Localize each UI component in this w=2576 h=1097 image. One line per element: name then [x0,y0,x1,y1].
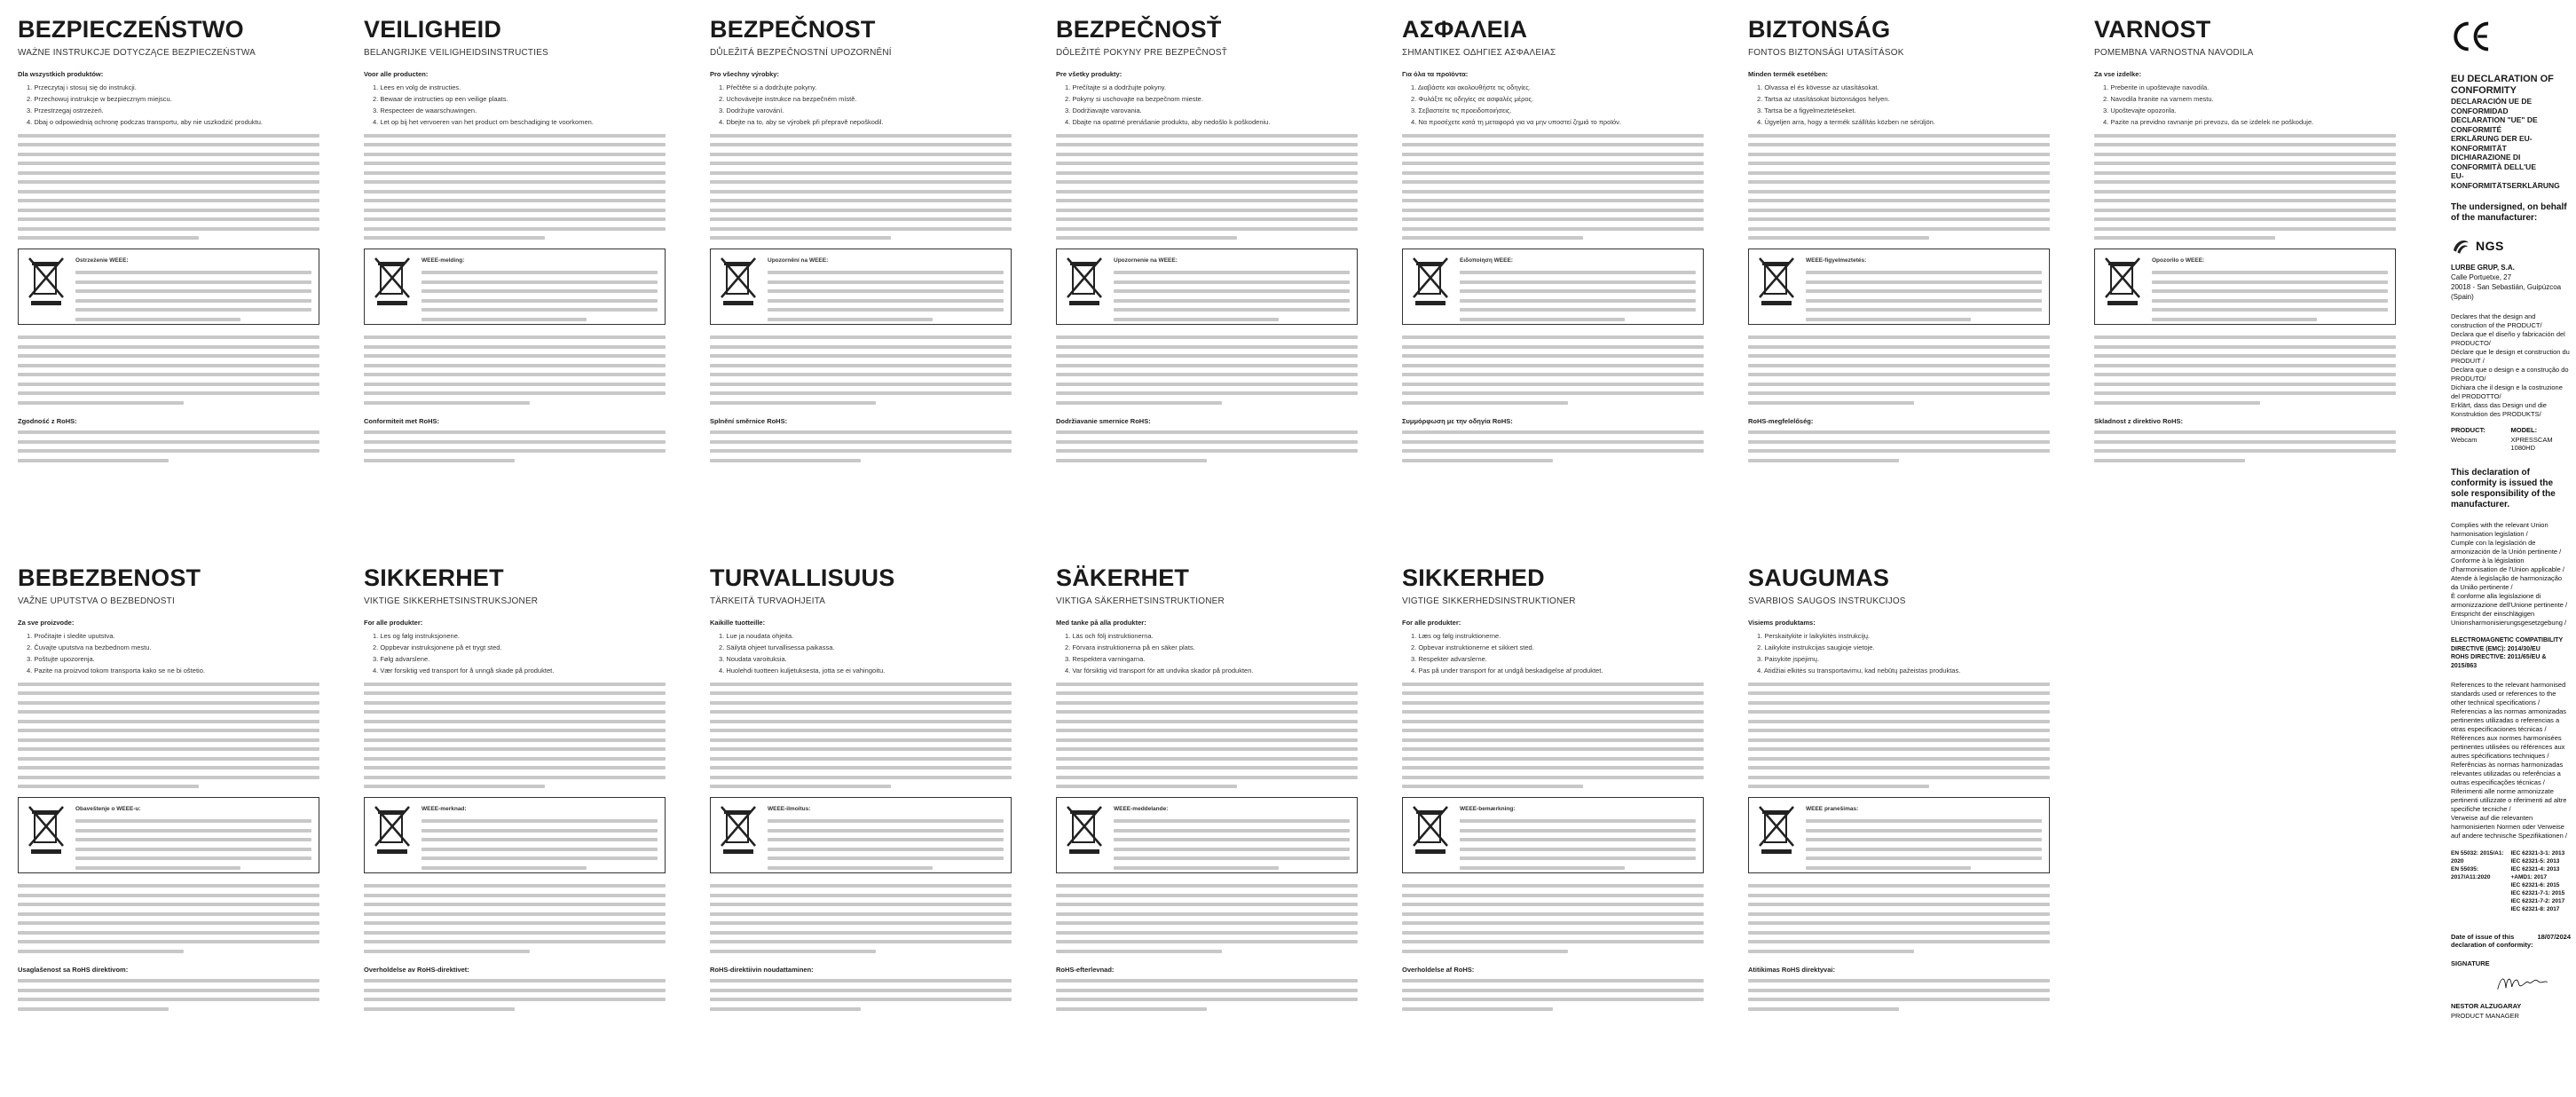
rohs-heading: Overholdelse af RoHS: [1402,965,1475,974]
section-subtitle: VIGTIGE SIKKERHEDSINSTRUKTIONER [1402,596,1576,606]
body-text-block [1402,335,1704,405]
list-item: 4. Να προσέχετε κατά τη μεταφορά για να μην υποστεί ζημιά το προϊόν. [1411,118,1621,126]
crossed-bin-icon [1756,805,1797,855]
weee-heading: Upozornenie na WEEE: [1114,257,1178,264]
body-text-block [1402,884,1704,953]
section-title: SIKKERHET [364,564,504,591]
manufacturer-address [2451,263,2571,302]
col-sr [18,564,319,1011]
weee-heading: WEEE-figyelmeztetés: [1806,257,1867,264]
instruction-list [710,630,1012,676]
crossed-bin-icon [1064,256,1105,306]
signature-label: SIGNATURE [2451,959,2490,967]
issue-date: 18/07/2024 [2537,933,2571,941]
list-item: 2. Przechowuj instrukcje w bezpiecznym miejscu. [27,95,172,103]
weee-heading: WEEE-ilmoitus: [768,806,811,812]
list-item: 3. Tartsa be a figyelmeztetéseket. [1757,107,1856,114]
list-item: 2. Pokyny si uschovajte na bezpečnom mieste. [1065,95,1203,103]
list-item: 2. Opbevar instruktionerne et sikkert sted. [1411,643,1534,651]
signer-name: NESTOR ALZUGARAY [2451,1002,2522,1010]
section-title: VEILIGHEID [364,16,502,43]
weee-heading: Ostrzeżenie WEEE: [75,257,129,264]
section-title: BEZPEČNOSŤ [1056,16,1222,43]
body-text-block [1748,979,2050,1011]
col-hu [1748,16,2050,462]
list-item: 1. Přečtěte si a dodržujte pokyny. [719,83,817,91]
section-title: SÄKERHET [1056,564,1190,591]
rohs-heading: Conformiteit met RoHS: [364,416,439,425]
section-lead: For alle produkter: [1402,619,1461,627]
list-item: 2. Uchovávejte instrukce na bezpečném místě. [719,95,857,103]
list-item: 4. Var försiktig vid transport för att undvika skador på produkten. [1065,667,1254,675]
standard-item: IEC 62321-3-1: 2013 [2510,850,2565,856]
col-lt [1748,564,2050,1011]
section-subtitle: ΣΗΜΑΝΤΙΚΕΣ ΟΔΗΓΙΕΣ ΑΣΦΑΛΕΙΑΣ [1402,48,1556,58]
col-pl [18,16,319,462]
weee-notice-box [1056,797,1358,873]
body-text-block [364,979,666,1011]
weee-notice-box [1402,797,1704,873]
section-subtitle: WAŻNE INSTRUKCJE DOTYCZĄCE BEZPIECZEŃSTWA [18,48,256,58]
body-text-block [1056,134,1358,241]
list-item: 1. Les og følg instruksjonene. [373,632,460,640]
section-subtitle: TÄRKEITÄ TURVAOHJEITA [710,596,826,606]
body-text-block [1402,683,1704,789]
list-item: 4. Dbajte na opatrné prenášanie produktu, aby nedošlo k poškodeniu. [1065,118,1271,126]
instruction-list [18,82,319,128]
list-item: 3. Noudata varoituksia. [719,655,787,663]
rohs-heading: Zgodność z RoHS: [18,416,77,425]
weee-notice-box [1748,249,2050,325]
list-item: 3. Respecteer de waarschuwingen. [373,107,477,114]
section-subtitle: VIKTIGA SÄKERHETSINSTRUKTIONER [1056,596,1225,606]
body-text-block [1748,884,2050,953]
section-lead: Dla wszystkich produktów: [18,70,104,78]
weee-heading: Opozorilo o WEEE: [2152,257,2205,264]
list-item: 3. Respekter advarslerne. [1411,655,1487,663]
body-text-block [1748,134,2050,241]
declaration-title-translations: DECLARACIÓN UE DE CONFORMIDAD DECLARATION "UE" DE CONFORMITÉ ERKLÄRUNG DER EU-KONFORMITÄT DICHIARAZIONE DI CONFORMITÀ DELL'UE EU-KONFORMITÄTSERKLÄRUNG [2451,97,2560,190]
body-text-block [364,430,666,462]
list-item: 2. Oppbevar instruksjonene på et trygt sted. [373,643,502,651]
crossed-bin-icon [1410,256,1451,306]
list-item: 4. Huolehdi tuotteen kuljetuksesta, jotta se ei vahingoitu. [719,667,886,675]
list-item: 1. Perskaitykite ir laikykitės instrukcijų. [1757,632,1871,640]
list-item: 3. Poštujte upozorenja. [27,655,95,663]
body-text-block [18,683,319,789]
instruction-list [710,82,1012,128]
list-item: 4. Ügyeljen arra, hogy a termék szállítás közben ne sérüljön. [1757,118,1935,126]
section-title: BEZPIECZEŃSTWO [18,16,244,43]
weee-notice-text [1460,256,1696,317]
weee-notice-text [421,805,658,865]
standard-item: EN 55035: 2017/A11:2020 [2451,866,2491,880]
col-no [364,564,666,1011]
crossed-bin-icon [718,805,759,855]
body-text-block [1056,683,1358,789]
body-text-block [710,335,1012,405]
standard-item: IEC 62321-5: 2013 [2510,858,2560,864]
section-subtitle: DÔLEŽITÉ POKYNY PRE BEZPEČNOSŤ [1056,48,1228,58]
list-item: 2. Φυλάξτε τις οδηγίες σε ασφαλές μέρος. [1411,95,1534,103]
undersigned-statement: The undersigned, on behalf of the manufacturer: [2451,202,2567,223]
eu-declaration-panel [2451,20,2571,1020]
section-lead: Za sve proizvode: [18,619,75,627]
product-info [2451,426,2571,452]
section-title: VARNOST [2094,16,2211,43]
body-text-block [710,134,1012,241]
product-value: Webcam [2451,436,2478,444]
directive-emc: ELECTROMAGNETIC COMPATIBILITY DIRECTIVE (EMC): 2014/30/EU [2451,637,2563,652]
weee-heading: WEEE-melding: [421,257,465,264]
complies-statement: Complies with the relevant Union harmonisation legislation / Cumple con la legislación de armonización de la Unión pertinente / Conforme à la législation d'harmonisation de l'Union applicable / Atende à legislação de harmonização da União pertinente / È conforme alla legislazione di armonizzazione dell'Unione pertinente / Entspricht der einschlägigen Unionsharmonisierungsgesetzgebung / [2451,521,2568,627]
list-item: 2. Bewaar de instructies op een veilige plaats. [373,95,508,103]
weee-notice-box [18,797,319,873]
body-text-block [1056,430,1358,462]
weee-notice-box [1402,249,1704,325]
list-item: 4. Atidžiai elkitės su transportavimu, kad nebūtų pažeistas produktas. [1757,667,1961,675]
weee-notice-box [710,797,1012,873]
list-item: 2. Čuvajte uputstva na bezbednom mestu. [27,643,152,651]
section-lead: Med tanke på alla produkter: [1056,619,1146,627]
list-item: 3. Følg advarslene. [373,655,430,663]
section-lead: Pre všetky produkty: [1056,70,1123,78]
rohs-heading: Usaglašenost sa RoHS direktivom: [18,965,129,974]
body-text-block [1748,335,2050,405]
instruction-list [1402,630,1704,676]
weee-notice-box [18,249,319,325]
weee-notice-box [2094,249,2396,325]
section-title: ΑΣΦΑΛΕΙΑ [1402,16,1528,43]
section-subtitle: BELANGRIJKE VEILIGHEIDSINSTRUCTIES [364,48,548,58]
ngs-swirl-icon [2451,236,2470,256]
instruction-list [1056,630,1358,676]
body-text-block [1402,430,1704,462]
standard-item: IEC 62321-8: 2017 [2510,906,2560,912]
rohs-heading: Skladnost z direktivo RoHS: [2094,416,2184,425]
section-title: SIKKERHED [1402,564,1545,591]
section-subtitle: VAŽNE UPUTSTVA O BEZBEDNOSTI [18,596,175,606]
list-item: 1. Läs och följ instruktionerna. [1065,632,1154,640]
list-item: 2. Säilytä ohjeet turvallisessa paikassa. [719,643,835,651]
list-item: 3. Respektera varningarna. [1065,655,1146,663]
instruction-list [2094,82,2396,128]
section-title: TURVALLISUUS [710,564,895,591]
standard-item: IEC 62321-4: 2013 +AMD1: 2017 [2510,866,2560,880]
weee-notice-text [1460,805,1696,865]
body-text-block [1056,979,1358,1011]
list-item: 4. Dbaj o odpowiednią ochronę podczas transportu, aby nie uszkodzić produktu. [27,118,263,126]
body-text-block [364,683,666,789]
section-lead: Minden termék esetében: [1748,70,1829,78]
weee-notice-text [75,256,311,317]
body-text-block [18,430,319,462]
rohs-heading: RoHS-efterlevnad: [1056,965,1115,974]
references-statement: References to the relevant harmonised standards used or references to the other technical specifications / Referencias a las normas armonizadas pertinentes utilizadas o referencias a otras especificaciones técnicas / Références aux normes harmonisées pertinentes utilisées ou références aux autres spécifications techniques / Referências às normas harmonizadas relevantes utilizadas ou referências a outras especificações técnicas / Riferimenti alle norme armonizzate pertinenti utilizzate o riferimenti ad altre specifiche tecniche / Verweise auf die relevanten harmonisierten Normen oder Verweise auf andere technische Spezifikationen / [2451,681,2567,840]
instruction-list [1748,82,2050,128]
instruction-list [18,630,319,676]
crossed-bin-icon [2102,256,2143,306]
body-text-block [2094,335,2396,405]
instruction-list [364,630,666,676]
list-item: 3. Σεβαστείτε τις προειδοποιήσεις. [1411,107,1512,114]
crossed-bin-icon [1756,256,1797,306]
weee-heading: WEEE-meddelande: [1114,806,1169,812]
section-lead: Voor alle producten: [364,70,429,78]
rohs-heading: Splnění směrnice RoHS: [710,416,788,425]
body-text-block [18,884,319,953]
list-item: 2. Navodila hranite na varnem mestu. [2103,95,2214,103]
weee-notice-text [421,256,658,317]
list-item: 1. Przeczytaj i stosuj się do instrukcji. [27,83,137,91]
section-title: BEZPEČNOST [710,16,876,43]
list-item: 1. Læs og følg instruktionerne. [1411,632,1501,640]
list-item: 4. Let op bij het vervoeren van het product om beschadiging te voorkomen. [373,118,594,126]
standard-item: IEC 62321-6: 2015 [2510,882,2560,888]
standards-left [2451,849,2511,913]
col-el [1402,16,1704,462]
directives [2451,636,2571,670]
crossed-bin-icon [26,805,67,855]
weee-notice-box [364,249,666,325]
body-text-block [710,979,1012,1011]
weee-notice-text [75,805,311,865]
weee-heading: WEEE-merknad: [421,806,467,812]
weee-notice-text [2152,256,2388,317]
list-item: 3. Przestrzegaj ostrzeżeń. [27,107,104,114]
model-label: MODEL: [2510,426,2538,434]
list-item: 1. Διαβάστε και ακολουθήστε τις οδηγίες. [1411,83,1531,91]
brand-name: NGS [2476,239,2504,253]
body-text-block [2094,134,2396,241]
body-text-block [18,979,319,1011]
company-name: LURBE GRUP, S.A. [2451,264,2515,272]
product-label: PRODUCT: [2451,426,2485,434]
list-item: 2. Laikykite instrukcijas saugioje vietoje. [1757,643,1875,651]
section-title: SAUGUMAS [1748,564,1890,591]
company-street: Calle Portuetxe, 27 [2451,273,2512,281]
list-item: 1. Lue ja noudata ohjeita. [719,632,794,640]
instruction-list [1402,82,1704,128]
standard-item: IEC 62321-7-2: 2017 [2510,898,2565,904]
crossed-bin-icon [1410,805,1451,855]
body-text-block [364,134,666,241]
body-text-block [710,884,1012,953]
section-title: BIZTONSÁG [1748,16,1891,43]
list-item: 1. Prečítajte si a dodržujte pokyny. [1065,83,1167,91]
list-item: 1. Preberite in upoštevajte navodila. [2103,83,2210,91]
instruction-list [1056,82,1358,128]
list-item: 3. Paisykite įspėjimų. [1757,655,1820,663]
body-text-block [710,683,1012,789]
weee-notice-box [710,249,1012,325]
col-da [1402,564,1704,1011]
section-subtitle: POMEMBNA VARNOSTNA NAVODILA [2094,48,2254,58]
crossed-bin-icon [372,805,413,855]
rohs-heading: RoHS-direktiivin noudattaminen: [710,965,814,974]
declares-statement: Declares that the design and construction of the PRODUCT/ Declara que el diseño y fabricación del PRODUCTO/ Déclare que le design et construction du PRODUIT / Declara que o design e a construção do PRODUTO/ Dichiara che il design e la costruzione del PRODOTTO/ Erklärt, dass das Design und die Konstruktion des PRODUKTS/ [2451,312,2570,418]
brand-logo [2451,236,2571,256]
section-title: BEBEZBENOST [18,564,201,591]
col-fi [710,564,1012,1011]
rohs-heading: RoHS-megfelelőség: [1748,416,1814,425]
weee-notice-box [1748,797,2050,873]
list-item: 3. Dodržiavajte varovania. [1065,107,1142,114]
list-item: 3. Upoštevajte opozorila. [2103,107,2177,114]
body-text-block [2094,430,2396,462]
weee-notice-text [768,256,1004,317]
body-text-block [1748,430,2050,462]
col-sk [1056,16,1358,462]
standard-item: IEC 62321-7-1: 2015 [2510,890,2565,896]
col-sv [1056,564,1358,1011]
list-item: 4. Pazite na proizvod tokom transporta kako se ne bi oštetio. [27,667,205,675]
col-cs [710,16,1012,462]
weee-heading: Obaveštenje o WEEE-u: [75,806,141,812]
issue-label: Date of issue of this declaration of conformity: [2451,933,2533,949]
rohs-heading: Atitikimas RoHS direktyvai: [1748,965,1835,974]
body-text-block [364,335,666,405]
section-subtitle: DŮLEŽITÁ BEZPEČNOSTNÍ UPOZORNĚNÍ [710,48,892,58]
list-item: 2. Tartsa az utasításokat biztonságos helyen. [1757,95,1890,103]
weee-notice-box [364,797,666,873]
company-city: 20018 - San Sebastián, Guipúzcoa (Spain) [2451,283,2562,301]
rohs-heading: Overholdelse av RoHS-direktivet: [364,965,469,974]
body-text-block [710,430,1012,462]
weee-notice-text [1806,805,2042,865]
list-item: 2. Förvara instruktionerna på en säker plats. [1065,643,1195,651]
body-text-block [18,335,319,405]
weee-notice-text [1806,256,2042,317]
list-item: 4. Dbejte na to, aby se výrobek při přepravě nepoškodil. [719,118,884,126]
body-text-block [1748,683,2050,789]
section-lead: Za vse izdelke: [2094,70,2141,78]
rohs-heading: Συμμόρφωση με την οδηγία RoHS: [1402,416,1513,425]
body-text-block [1056,335,1358,405]
list-item: 1. Lees en volg de instructies. [373,83,461,91]
issue-date-row [2451,933,2571,949]
list-item: 4. Vær forsiktig ved transport for å unngå skade på produktet. [373,667,555,675]
col-sl [2094,16,2396,462]
body-text-block [18,134,319,241]
col-nl [364,16,666,462]
list-item: 1. Olvassa el és kövesse az utasításokat. [1757,83,1879,91]
weee-notice-box [1056,249,1358,325]
weee-heading: WEEE-bemærkning: [1460,806,1516,812]
standards-list [2451,849,2571,913]
section-subtitle: FONTOS BIZTONSÁGI UTASÍTÁSOK [1748,48,1904,58]
standard-item: EN 55032: 2015/A1: 2020 [2451,850,2504,864]
model-value: XPRESSCAM 1080HD [2510,436,2553,452]
body-text-block [364,884,666,953]
standards-right [2511,849,2572,913]
list-item: 4. Pas på under transport for at undgå beskadigelse af produktet. [1411,667,1603,675]
handwritten-signature [2495,971,2548,996]
section-lead: Kaikille tuotteille: [710,619,766,627]
section-lead: Visiems produktams: [1748,619,1816,627]
weee-heading: Ειδοποίηση WEEE: [1460,257,1513,264]
crossed-bin-icon [1064,805,1105,855]
crossed-bin-icon [718,256,759,306]
crossed-bin-icon [372,256,413,306]
body-text-block [1402,979,1704,1011]
weee-heading: Upozornění na WEEE: [768,257,829,264]
list-item: 1. Pročitajte i sledite uputstva. [27,632,115,640]
directive-rohs: ROHS DIRECTIVE: 2011/65/EU & 2015/863 [2451,654,2547,669]
crossed-bin-icon [26,256,67,306]
section-subtitle: SVARBIOS SAUGOS INSTRUKCIJOS [1748,596,1906,606]
list-item: 3. Dodržujte varování. [719,107,784,114]
instruction-list [1748,630,2050,676]
section-subtitle: VIKTIGE SIKKERHETSINSTRUKSJONER [364,596,539,606]
weee-notice-text [768,805,1004,865]
signer-role: PRODUCT MANAGER [2451,1012,2519,1020]
list-item: 4. Pazite na previdno ravnanje pri prevozu, da se izdelek ne poškoduje. [2103,118,2314,126]
body-text-block [1402,134,1704,241]
body-text-block [1056,884,1358,953]
responsibility-statement: This declaration of conformity is issued the sole responsibility of the manufacturer. [2451,468,2556,509]
weee-heading: WEEE pranešimas: [1806,806,1859,812]
instruction-list [364,82,666,128]
declaration-title: EU DECLARATION OF CONFORMITY [2451,74,2554,96]
weee-notice-text [1114,805,1350,865]
section-lead: Για όλα τα προϊόντα: [1402,70,1469,78]
weee-notice-text [1114,256,1350,317]
section-lead: Pro všechny výrobky: [710,70,779,78]
section-lead: For alle produkter: [364,619,423,627]
ce-mark-icon [2451,20,2492,53]
rohs-heading: Dodržiavanie smernice RoHS: [1056,416,1151,425]
